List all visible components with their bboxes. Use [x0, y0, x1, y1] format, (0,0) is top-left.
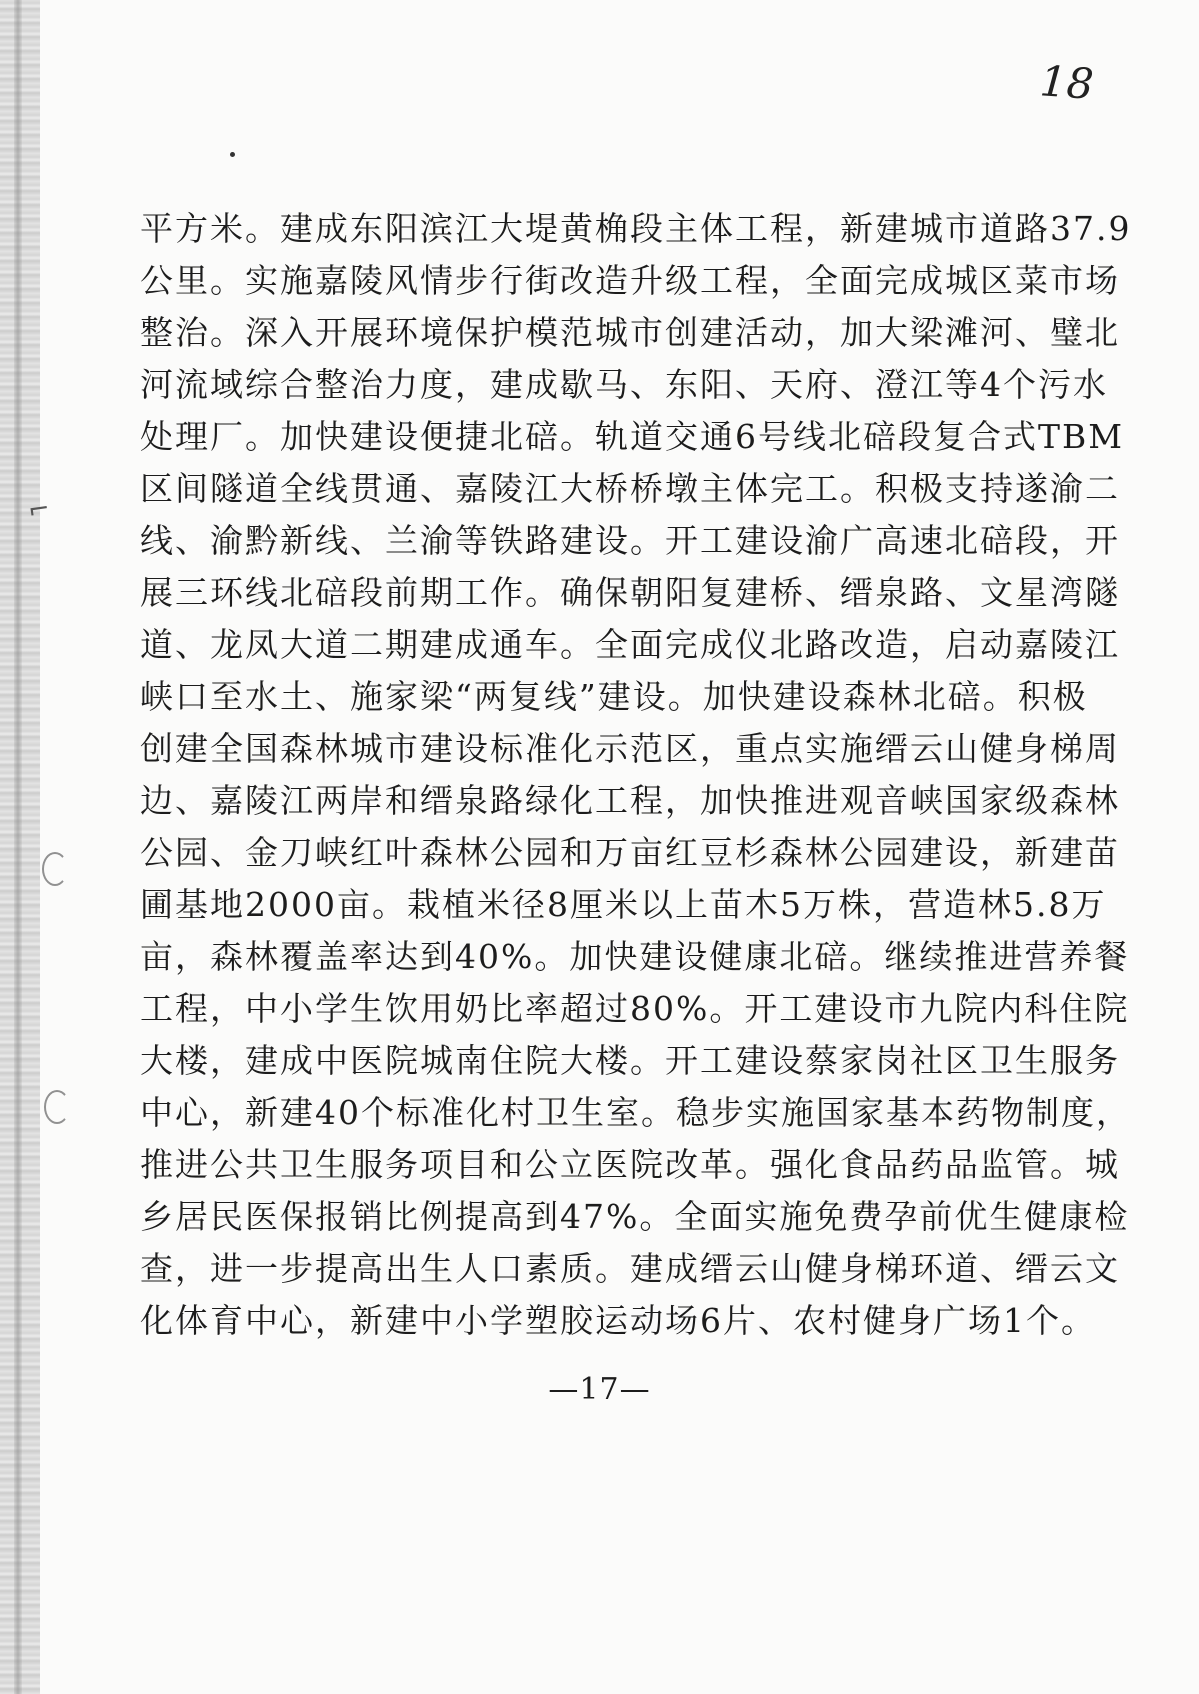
text-line: 乡居民医保报销比例提高到47%。全面实施免费孕前优生健康检 [140, 1197, 1130, 1236]
text-line: 工程，中小学生饮用奶比率超过80%。开工建设市九院内科住院 [140, 989, 1130, 1028]
punch-hole-mark [42, 852, 68, 886]
handwritten-page-tag: 18 [1038, 56, 1096, 109]
punch-hole-mark [44, 1090, 70, 1124]
text-line: 平方米。建成东阳滨江大堤黄桷段主体工程，新建城市道路37.9 [140, 209, 1132, 248]
text-line: 展三环线北碚段前期工作。确保朝阳复建桥、缙泉路、文星湾隧 [140, 573, 1120, 612]
text-line: 创建全国森林城市建设标准化示范区，重点实施缙云山健身梯周 [140, 729, 1120, 768]
body-paragraph [140, 203, 1132, 1347]
text-line: 查，进一步提高出生人口素质。建成缙云山健身梯环道、缙云文 [140, 1249, 1120, 1288]
text-line: 公里。实施嘉陵风情步行街改造升级工程，全面完成城区菜市场 [140, 261, 1120, 300]
text-line: 中心，新建40个标准化村卫生室。稳步实施国家基本药物制度， [140, 1093, 1131, 1132]
text-line: 道、龙凤大道二期建成通车。全面完成仪北路改造，启动嘉陵江 [140, 625, 1120, 664]
text-line: 河流域综合整治力度，建成歇马、东阳、天府、澄江等4个污水 [140, 365, 1108, 404]
text-line: 化体育中心，新建中小学塑胶运动场6片、农村健身广场1个。 [140, 1301, 1096, 1340]
binding-strip [0, 0, 40, 1694]
binder-clip-mark: ⌐ [26, 493, 52, 527]
text-line: 推进公共卫生服务项目和公立医院改革。强化食品药品监管。城 [140, 1145, 1120, 1184]
text-line: 边、嘉陵江两岸和缙泉路绿化工程，加快推进观音峡国家级森林 [140, 781, 1120, 820]
text-line: 亩，森林覆盖率达到40%。加快建设健康北碚。继续推进营养餐 [140, 937, 1130, 976]
text-line: 线、渝黔新线、兰渝等铁路建设。开工建设渝广高速北碚段，开 [140, 521, 1120, 560]
text-line: 区间隧道全线贯通、嘉陵江大桥桥墩主体完工。积极支持遂渝二 [140, 469, 1120, 508]
text-line: 整治。深入开展环境保护模范城市创建活动，加大梁滩河、璧北 [140, 313, 1120, 352]
text-line: 大楼，建成中医院城南住院大楼。开工建设蔡家岗社区卫生服务 [140, 1041, 1120, 1080]
page-number: —17— [548, 1372, 651, 1407]
text-line: 峡口至水土、施家梁“两复线”建设。加快建设森林北碚。积极 [140, 677, 1088, 716]
text-line: 圃基地2000亩。栽植米径8厘米以上苗木5万株，营造林5.8万 [140, 885, 1107, 924]
text-line: 处理厂。加快建设便捷北碚。轨道交通6号线北碚段复合式TBM [140, 417, 1125, 456]
text-line: 公园、金刀峡红叶森林公园和万亩红豆杉森林公园建设，新建苗 [140, 833, 1120, 872]
scan-speck [230, 152, 235, 157]
